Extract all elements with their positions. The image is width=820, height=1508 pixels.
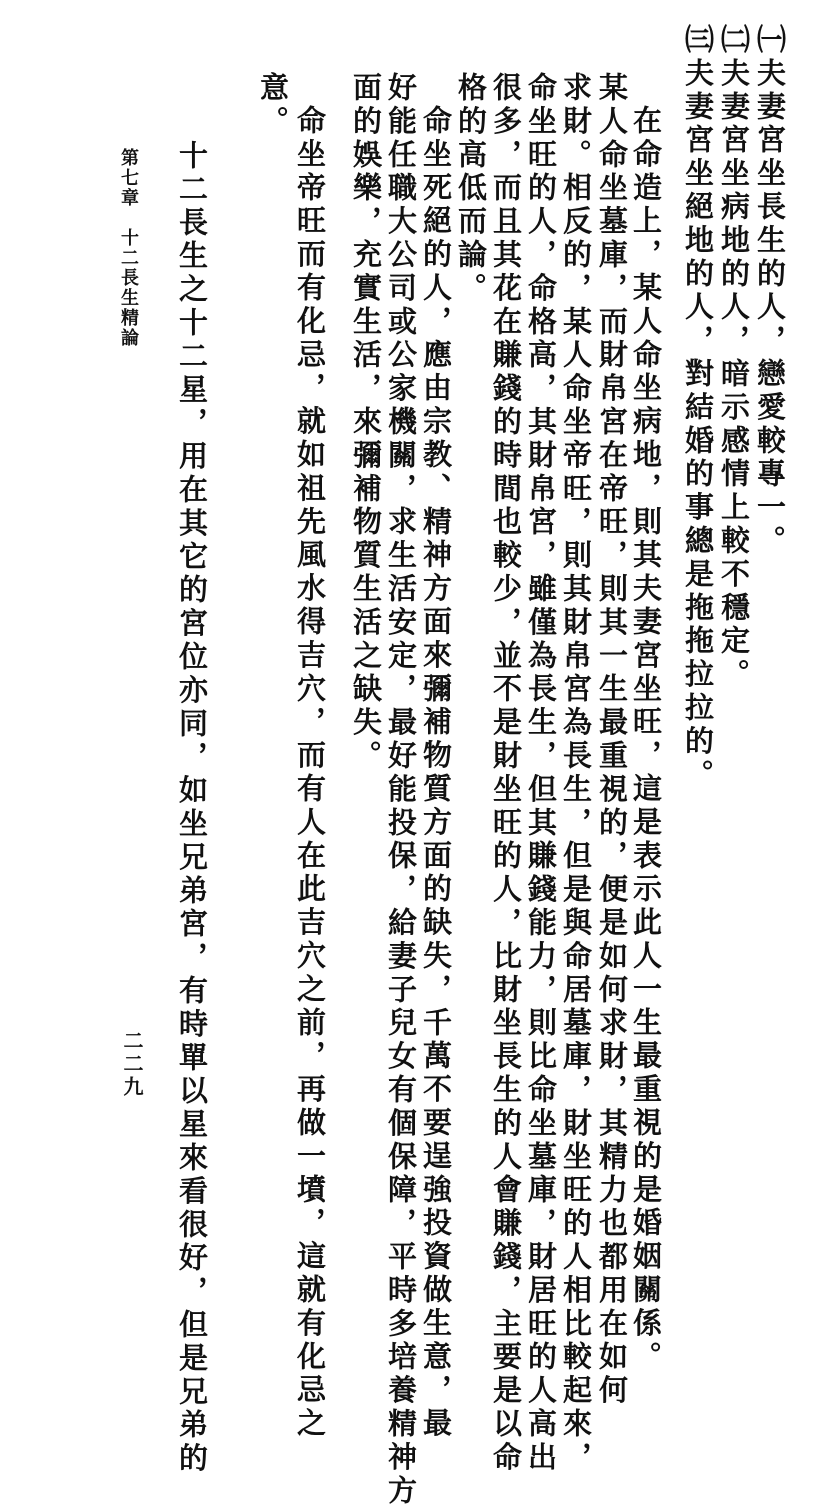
text-column-11: 好能任職大公司或公家機關，求生活安定，最好能投保，給妻子兒女有個保障，平時多培養精神方 — [384, 72, 418, 1508]
text-column-10: 命坐死絕的人，應由宗教、精神方面來彌補物質方面的缺失，千萬不要逞強投資做生意，最 — [419, 105, 453, 1441]
text-column-2: ㈡夫妻宮坐病地的人，暗示感情上較不穩定。 — [717, 24, 751, 692]
text-column-1: ㈠夫妻宮坐長生的人，戀愛較專一。 — [753, 24, 787, 559]
text-column-9: 格的高低而論。 — [454, 72, 488, 306]
text-column-5: 某人命坐墓庫，而財帛宮在帝旺，則其一生最重視的，便是如何求財，其精力也都用在如何 — [595, 72, 629, 1408]
text-column-12: 面的娛樂，充實生活，來彌補物質生活之缺失。 — [349, 72, 383, 774]
text-column-8: 很多，而且其花在賺錢的時間也較少，並不是財坐旺的人，比財坐長生的人會賺錢，主要是以命 — [489, 72, 523, 1475]
page-number: 二二九 — [120, 1030, 144, 1099]
text-column-4: 在命造上，某人命坐病地，則其夫妻宮坐旺，這是表示此人一生最重視的是婚姻關係。 — [629, 105, 663, 1375]
text-column-7: 命坐旺的人，命格高，其財帛宮，雖僅為長生，但其賺錢能力，則比命坐墓庫，財居旺的人高出 — [524, 72, 558, 1475]
running-head: 第七章 十二長生精論 — [118, 148, 139, 348]
text-column-13: 命坐帝旺而有化忌，就如祖先風水得吉穴，而有人在此吉穴之前，再做一墳，這就有化忌之 — [293, 105, 327, 1441]
text-column-15: 十二長生之十二星，用在其它的宮位亦同，如坐兄弟宮，有時單以星來看很好，但是兄弟的 — [175, 140, 209, 1476]
text-column-6: 求財。相反的，某人命坐帝旺，則其財帛宮為長生，但是與命居墓庫，財坐旺的人相比較起來， — [559, 72, 593, 1475]
text-column-14: 意。 — [256, 72, 290, 139]
text-column-3: ㈢夫妻宮坐絕地的人，對結婚的事總是拖拖拉拉的。 — [681, 24, 715, 793]
